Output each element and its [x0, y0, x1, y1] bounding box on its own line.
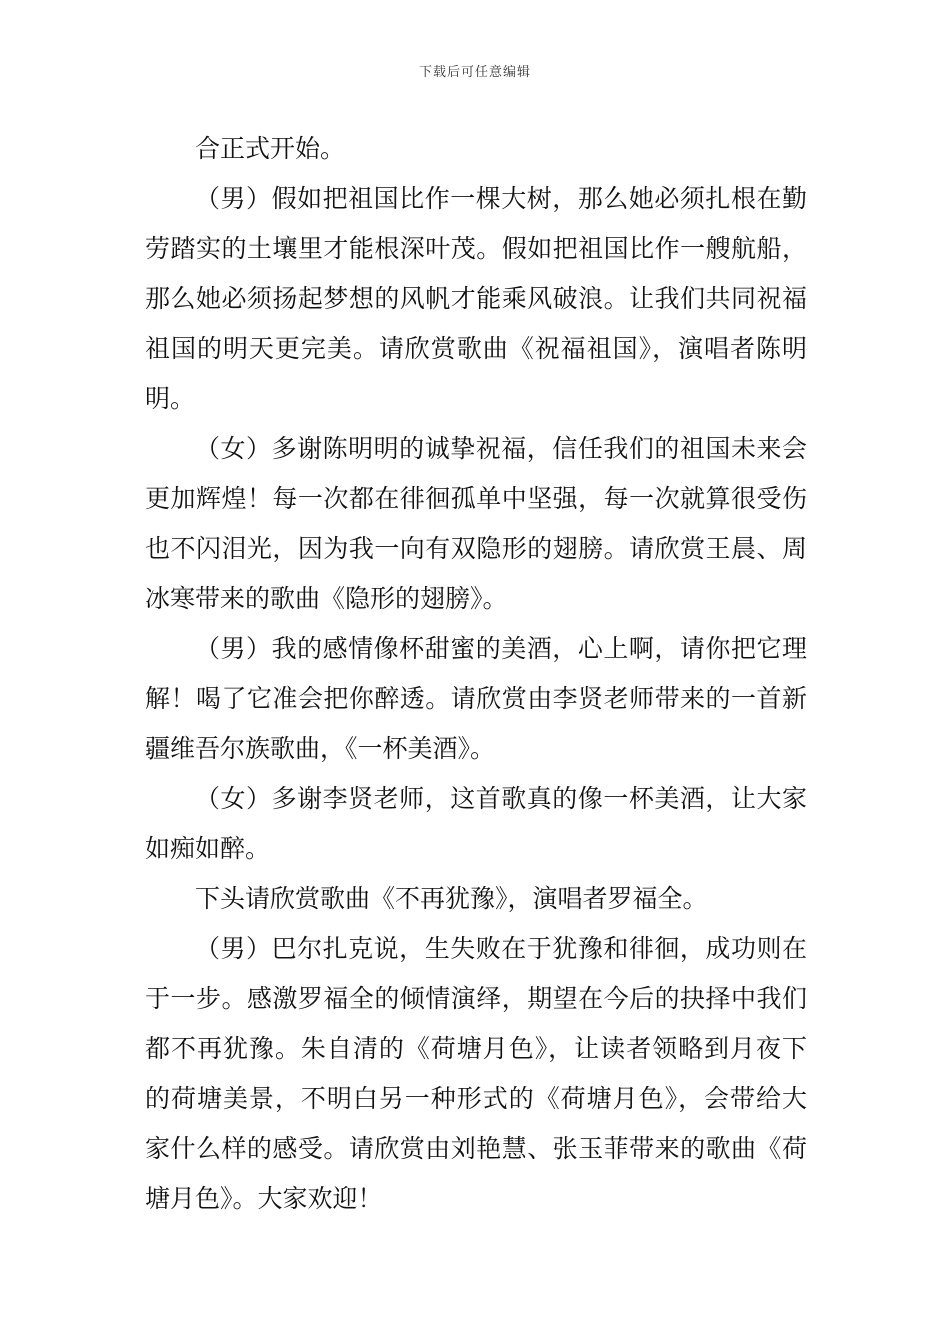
paragraph-male-1: （男）假如把祖国比作一棵大树，那么她必须扎根在勤劳踏实的土壤里才能根深叶茂。假如把祖国比作一艘航船，那么她必须扬起梦想的风帆才能乘风破浪。让我们共同祝福祖国的明天更完美。请欣赏歌曲《祝福祖国》，演唱者陈明明。: [145, 184, 807, 413]
paragraph-opening: 合正式开始。: [195, 134, 346, 163]
paragraph-next-song: 下头请欣赏歌曲《不再犹豫》，演唱者罗福全。: [195, 884, 708, 913]
document-body: [145, 124, 807, 1224]
page-header: 下载后可任意编辑: [418, 65, 531, 80]
paragraph-female-1: （女）多谢陈明明的诚挚祝福，信任我们的祖国未来会更加辉煌！每一次都在徘徊孤单中坚强，每一次就算很受伤也不闪泪光，因为我一向有双隐形的翅膀。请欣赏王晨、周冰寒带来的歌曲《隐形的翅膀》。: [145, 434, 807, 613]
paragraph-female-2: （女）多谢李贤老师，这首歌真的像一杯美酒，让大家如痴如醉。: [145, 784, 807, 863]
paragraph-male-3: （男）巴尔扎克说，生失败在于犹豫和徘徊，成功则在于一步。感激罗福全的倾情演绎，期望在今后的抉择中我们都不再犹豫。朱自清的《荷塘月色》，让读者领略到月夜下的荷塘美景，不明白另一种形式的《荷塘月色》，会带给大家什么样的感受。请欣赏由刘艳慧、张玉菲带来的歌曲《荷塘月色》。大家欢迎！: [145, 934, 807, 1213]
paragraph-male-2: （男）我的感情像杯甜蜜的美酒，心上啊，请你把它理解！喝了它准会把你醉透。请欣赏由李贤老师带来的一首新疆维吾尔族歌曲，《一杯美酒》。: [145, 634, 807, 763]
